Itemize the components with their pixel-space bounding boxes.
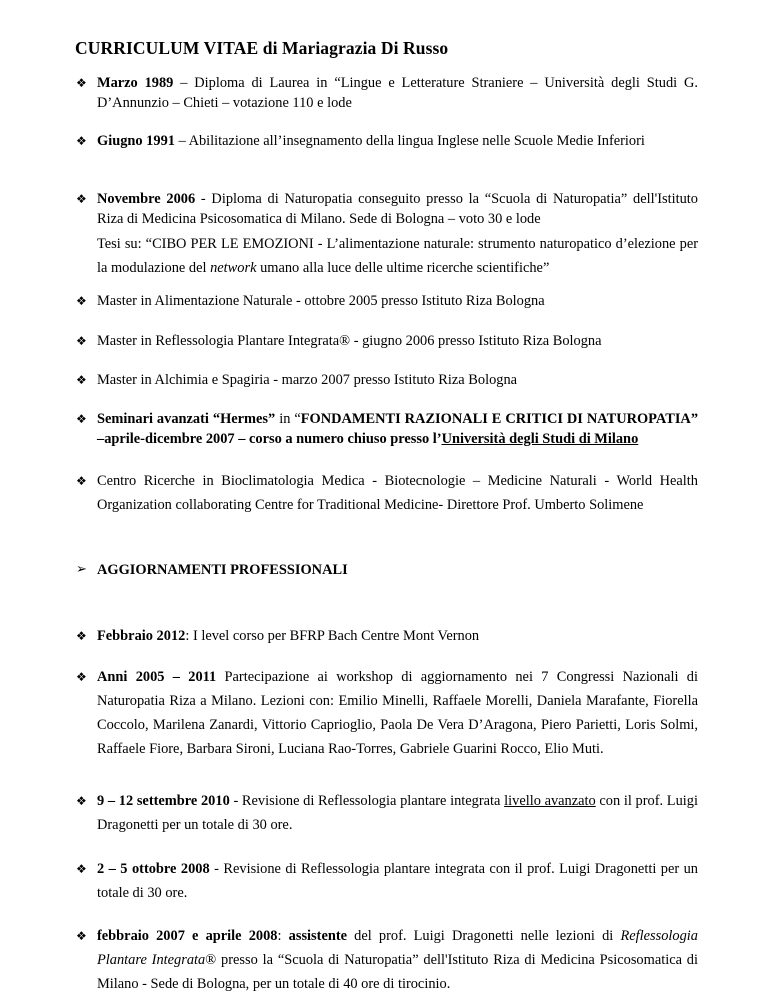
list-item bbox=[76, 73, 698, 113]
diamond-bullet-icon: ❖ bbox=[76, 294, 87, 308]
item-date: febbraio 2007 e aprile 2008 bbox=[97, 928, 278, 944]
list-item bbox=[76, 857, 698, 905]
item-text: - Revisione di Reflessologia plantare integrata con il prof. Luigi Dragonetti per un totale di 30 ore. bbox=[97, 861, 698, 901]
diamond-bullet-icon: ❖ bbox=[76, 629, 87, 643]
item-text: Partecipazione ai workshop di aggiornamento nei 7 Congressi Nazionali di Naturopatia Riza a Milano. Lezioni con: Emilio Minelli, Raffaele Morelli, Daniela Marafante, Fiorella Coccolo, Marilena Zanardi, Vittorio Caprioglio, Paola De Vera D’Aragona, Piero Parietti, Loris Solmi, Raffaele Fiore, Barbara Sironi, Luciana Rao-Torres, Gabriele Guarini Rocco, Elio Muti. bbox=[97, 669, 699, 757]
diamond-bullet-icon: ❖ bbox=[76, 412, 87, 426]
page-title: CURRICULUM VITAE di Mariagrazia Di Russo bbox=[75, 38, 449, 58]
university-link-text: Università degli Studi di Milano bbox=[441, 431, 639, 447]
item-text: – Diploma di Laurea in “Lingue e Letterature Straniere – Università degli Studi G. D’Annunzio – Chieti – votazione 110 e lode bbox=[97, 75, 698, 111]
list-item bbox=[76, 331, 698, 351]
list-item: ❖ 9 – 12 settembre 2010 - Revisione di Reflessologia plantare integrata livello avanzato con il prof. Luigi Dragonetti per un totale di 30 ore. bbox=[76, 793, 698, 833]
thesis-network: network bbox=[210, 260, 257, 276]
item-text: Master in Reflessologia Plantare Integrata® - giugno 2006 presso Istituto Riza Bologna bbox=[97, 333, 602, 349]
list-item bbox=[76, 626, 698, 646]
diamond-bullet-icon: ❖ bbox=[76, 373, 87, 387]
diamond-bullet-icon: ❖ bbox=[76, 670, 87, 684]
item-date: Febbraio 2012 bbox=[97, 628, 186, 644]
item-date: Giugno 1991 bbox=[97, 133, 175, 149]
list-item bbox=[76, 370, 698, 390]
list-item: ❖ Seminari avanzati “Hermes” in “FONDAMENTI RAZIONALI E CRITICI DI NATUROPATIA” –aprile-dicembre 2007 – corso a numero chiuso presso l’Università degli Studi di Milano bbox=[76, 411, 699, 447]
diamond-bullet-icon: ❖ bbox=[76, 192, 87, 206]
diamond-bullet-icon: ❖ bbox=[76, 134, 87, 148]
diamond-bullet-icon: ❖ bbox=[76, 929, 87, 943]
list-item bbox=[76, 469, 698, 517]
diamond-bullet-icon: ❖ bbox=[76, 862, 87, 876]
item-date: 2 – 5 ottobre 2008 bbox=[97, 861, 210, 877]
item-date: Novembre 2006 bbox=[97, 191, 196, 207]
item-text: Master in Alimentazione Naturale - ottobre 2005 presso Istituto Riza Bologna bbox=[97, 293, 545, 309]
diamond-bullet-icon: ❖ bbox=[76, 474, 87, 488]
arrow-bullet-icon: ➢ bbox=[76, 562, 87, 577]
item-date: Anni 2005 – 2011 bbox=[97, 669, 217, 685]
item-text: Master in Alchimia e Spagiria - marzo 2007 presso Istituto Riza Bologna bbox=[97, 372, 518, 388]
item-text: Centro Ricerche in Bioclimatologia Medica - Biotecnologie – Medicine Naturali - World Health Organization collaborating Centre for Traditional Medicine- Direttore Prof. Umberto Solimene bbox=[97, 473, 698, 513]
list-item bbox=[76, 665, 699, 761]
section-heading: ➢ AGGIORNAMENTI PROFESSIONALI bbox=[76, 562, 348, 578]
list-item: ❖ febbraio 2007 e aprile 2008: assistente del prof. Luigi Dragonetti nelle lezioni di Reflessologia Plantare Integrata® presso la “Scuola di Naturopatia” dell'Istituto Riza di Medicina Psicosomatica di Milano - Sede di Bologna, per un totale di 40 ore di tirocinio. bbox=[76, 928, 699, 992]
diamond-bullet-icon: ❖ bbox=[76, 76, 87, 90]
item-text: – Abilitazione all’insegnamento della lingua Inglese nelle Scuole Medie Inferiori bbox=[174, 133, 645, 149]
item-date: Marzo 1989 bbox=[97, 75, 174, 91]
diamond-bullet-icon: ❖ bbox=[76, 794, 87, 808]
thesis-text: Tesi su: “CIBO PER LE EMOZIONI - L’alimentazione naturale: strumento naturopatico d’elezione per la modulazione del network umano alla luce delle ultime ricerche scientifiche” bbox=[97, 236, 698, 276]
list-item bbox=[76, 189, 698, 280]
item-date: 9 – 12 settembre 2010 bbox=[97, 793, 230, 809]
item-text: : I level corso per BFRP Bach Centre Mont Vernon bbox=[185, 628, 480, 644]
list-item bbox=[76, 131, 698, 151]
diamond-bullet-icon: ❖ bbox=[76, 334, 87, 348]
list-item bbox=[76, 291, 698, 311]
item-text: - Diploma di Naturopatia conseguito presso la “Scuola di Naturopatia” dell'Istituto Riza di Medicina Psicosomatica di Milano. Sede di Bologna – voto 30 e lode bbox=[97, 191, 698, 227]
